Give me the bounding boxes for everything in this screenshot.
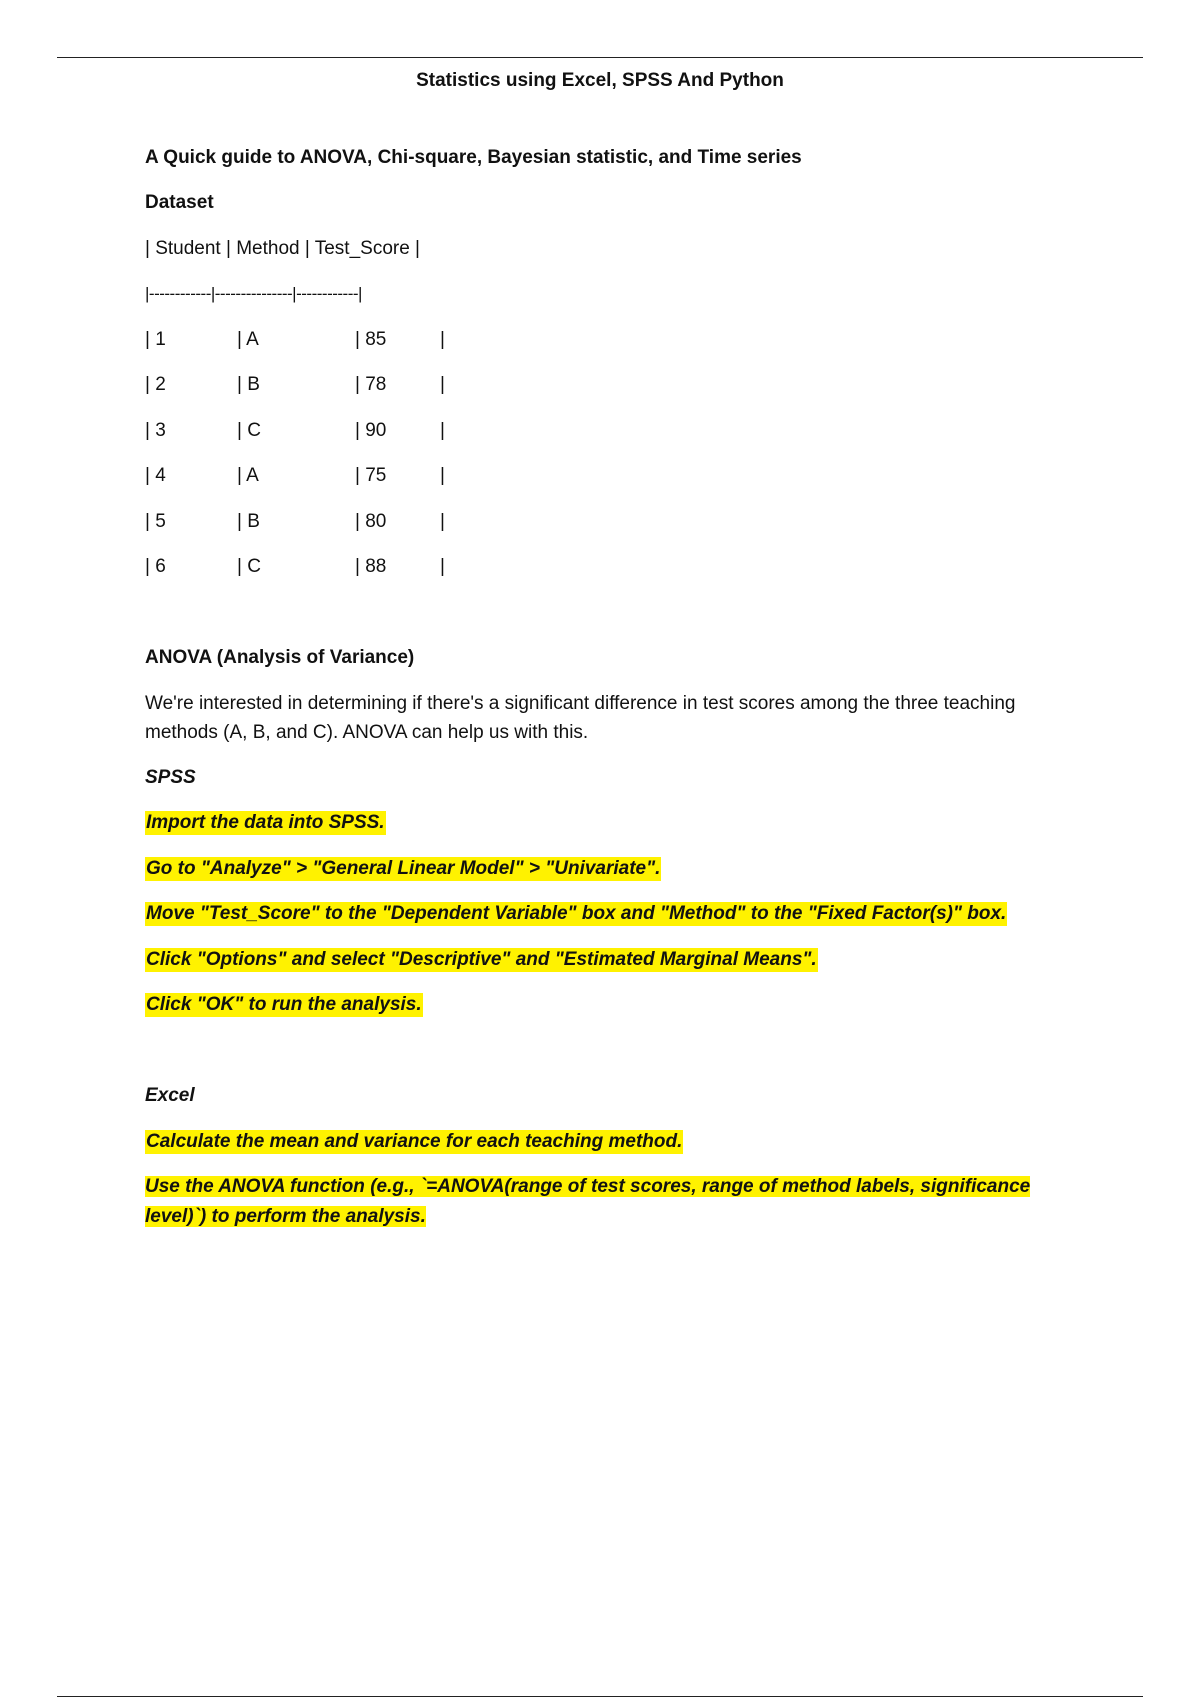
cell-score: | 80 bbox=[355, 511, 387, 532]
spss-step bbox=[145, 948, 818, 972]
table-row bbox=[145, 373, 445, 397]
spss-step bbox=[145, 811, 386, 835]
excel-step bbox=[145, 1172, 1065, 1232]
spss-step-text: Import the data into SPSS. bbox=[146, 812, 385, 833]
cell-end: | bbox=[440, 511, 445, 532]
cell-end: | bbox=[440, 420, 445, 441]
cell-score: | 85 bbox=[355, 329, 387, 350]
cell-student: | 5 bbox=[145, 511, 166, 532]
cell-student: | 2 bbox=[145, 374, 166, 395]
spss-step-text: Move "Test_Score" to the "Dependent Variable" box and "Method" to the "Fixed Factor(s)" box. bbox=[146, 903, 1007, 924]
cell-student: | 3 bbox=[145, 420, 166, 441]
cell-end: | bbox=[440, 465, 445, 486]
document-subtitle: A Quick guide to ANOVA, Chi-square, Bayesian statistic, and Time series bbox=[145, 147, 802, 168]
cell-method: | A bbox=[237, 329, 259, 350]
spss-step bbox=[145, 902, 1007, 926]
excel-heading: Excel bbox=[145, 1085, 195, 1106]
excel-step bbox=[145, 1130, 683, 1154]
cell-score: | 88 bbox=[355, 556, 387, 577]
cell-method: | B bbox=[237, 374, 260, 395]
cell-method: | B bbox=[237, 511, 260, 532]
table-row bbox=[145, 419, 445, 443]
bottom-rule bbox=[57, 1696, 1143, 1697]
table-row bbox=[145, 464, 445, 488]
cell-student: | 4 bbox=[145, 465, 166, 486]
cell-end: | bbox=[440, 556, 445, 577]
cell-method: | C bbox=[237, 420, 261, 441]
table-row bbox=[145, 510, 445, 534]
excel-step-text: Use the ANOVA function (e.g., `=ANOVA(range of test scores, range of method labels, significance level)`) to perform the analysis. bbox=[145, 1176, 1031, 1227]
table-header-row: | Student | Method | Test_Score | bbox=[145, 238, 420, 259]
cell-student: | 6 bbox=[145, 556, 166, 577]
table-row bbox=[145, 555, 445, 579]
cell-end: | bbox=[440, 329, 445, 350]
cell-score: | 78 bbox=[355, 374, 387, 395]
top-rule bbox=[57, 57, 1143, 58]
cell-method: | A bbox=[237, 465, 259, 486]
excel-step-text: Calculate the mean and variance for each teaching method. bbox=[146, 1131, 683, 1152]
anova-heading: ANOVA (Analysis of Variance) bbox=[145, 647, 415, 668]
anova-intro-paragraph: We're interested in determining if there's a significant difference in test scores among the three teaching methods (A, B, and C). ANOVA can help us with this. bbox=[145, 693, 1016, 743]
table-separator-row: |------------|---------------|------------| bbox=[145, 284, 362, 303]
dataset-heading: Dataset bbox=[145, 192, 214, 213]
cell-method: | C bbox=[237, 556, 261, 577]
cell-score: | 75 bbox=[355, 465, 387, 486]
spss-step bbox=[145, 857, 661, 881]
spss-step bbox=[145, 993, 423, 1017]
cell-score: | 90 bbox=[355, 420, 387, 441]
spss-step-text: Click "Options" and select "Descriptive" and "Estimated Marginal Means". bbox=[146, 949, 817, 970]
page-header-title: Statistics using Excel, SPSS And Python bbox=[416, 70, 784, 91]
spss-step-text: Click "OK" to run the analysis. bbox=[146, 994, 422, 1015]
table-row bbox=[145, 328, 445, 352]
cell-student: | 1 bbox=[145, 329, 166, 350]
spss-heading: SPSS bbox=[145, 767, 196, 788]
cell-end: | bbox=[440, 374, 445, 395]
spss-step-text: Go to "Analyze" > "General Linear Model" > "Univariate". bbox=[146, 858, 661, 879]
